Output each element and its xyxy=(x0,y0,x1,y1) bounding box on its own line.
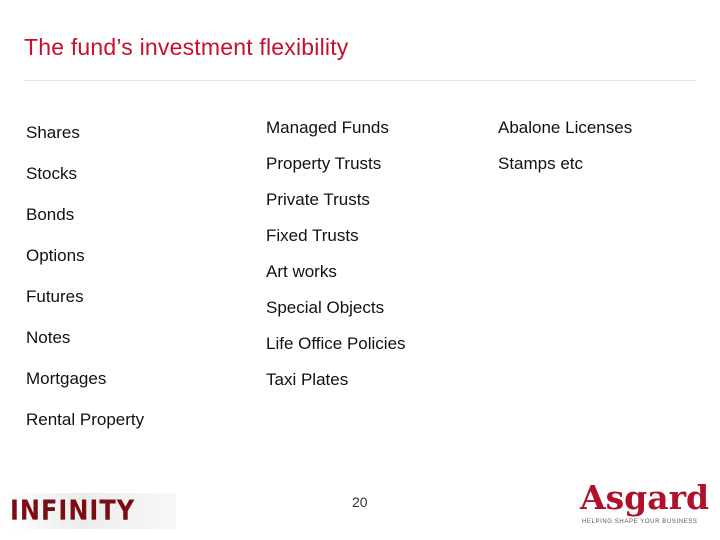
investment-item: Managed Funds xyxy=(266,118,389,137)
investment-item: Art works xyxy=(266,262,337,281)
investment-item: Property Trusts xyxy=(266,154,382,173)
investment-column-3 xyxy=(498,110,632,182)
asgard-logo xyxy=(580,478,710,532)
investment-item: Private Trusts xyxy=(266,190,370,209)
investment-item: Shares xyxy=(26,123,80,142)
slide-title: The fund’s investment flexibility xyxy=(24,34,349,60)
investment-item: Notes xyxy=(26,328,71,347)
investment-item: Stamps etc xyxy=(498,154,584,173)
investment-item: Options xyxy=(26,246,85,265)
investment-item: Rental Property xyxy=(26,410,145,429)
investment-item: Stocks xyxy=(26,164,78,183)
investment-column-2 xyxy=(266,110,406,398)
title-divider xyxy=(24,80,696,81)
asgard-logo-tagline: HELPING SHAPE YOUR BUSINESS xyxy=(582,519,698,525)
investment-item: Mortgages xyxy=(26,369,107,388)
investment-column-1 xyxy=(26,110,144,438)
investment-item: Abalone Licenses xyxy=(498,118,633,137)
investment-item: Life Office Policies xyxy=(266,334,406,353)
asgard-logo-word: Asgard xyxy=(580,478,710,517)
investment-item: Bonds xyxy=(26,205,75,224)
page-number: 20 xyxy=(352,494,368,510)
infinity-logo-text: INFINITY xyxy=(10,494,136,527)
infinity-logo xyxy=(4,493,176,529)
investment-item: Fixed Trusts xyxy=(266,226,359,245)
investment-item: Special Objects xyxy=(266,298,385,317)
investment-item: Taxi Plates xyxy=(266,370,349,389)
investment-item: Futures xyxy=(26,287,84,306)
